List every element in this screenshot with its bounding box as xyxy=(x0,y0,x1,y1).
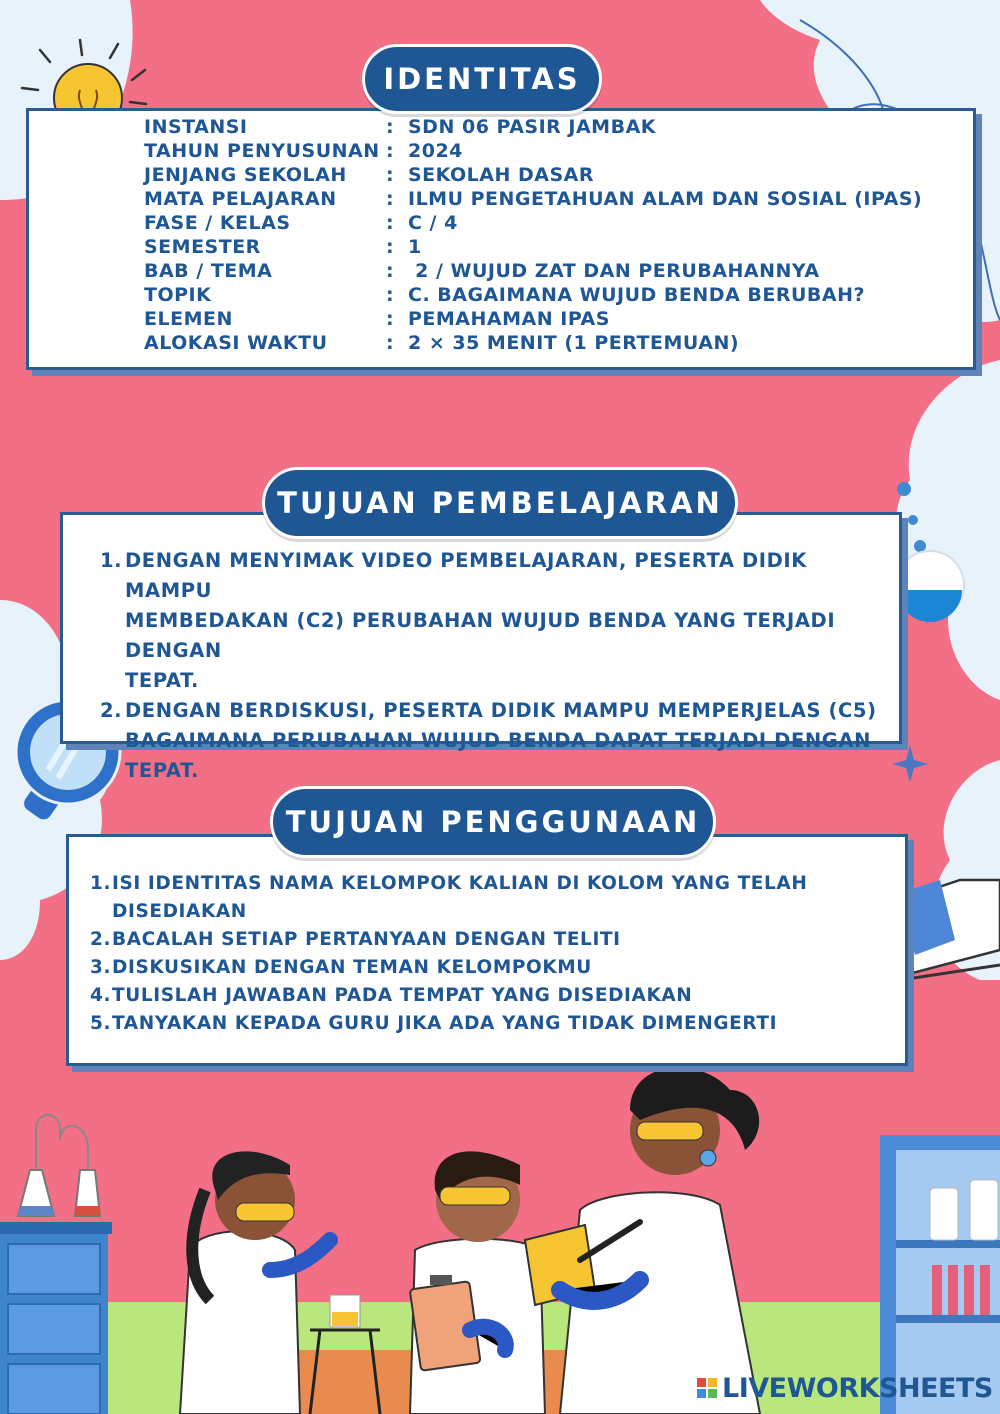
identitas-label: SEMESTER xyxy=(144,236,261,258)
identitas-value: 2024 xyxy=(408,140,463,162)
list-text-line: MEMBEDAKAN (C2) PERUBAHAN WUJUD BENDA YANG TERJADI DENGAN xyxy=(125,609,836,662)
identitas-value: 2 × 35 MENIT (1 PERTEMUAN) xyxy=(408,332,740,354)
liveworksheets-watermark[interactable]: LIVEWORKSHEETS xyxy=(722,1373,993,1404)
list-text-line: TULISLAH JAWABAN PADA TEMPAT YANG DISEDIAKAN xyxy=(112,985,693,1006)
list-text-line: BACALAH SETIAP PERTANYAAN DENGAN TELITI xyxy=(112,929,621,950)
identitas-value: C / 4 xyxy=(408,212,458,234)
list-item xyxy=(100,546,890,696)
list-text-line: TEPAT. xyxy=(125,669,200,692)
identitas-label: MATA PELAJARAN xyxy=(144,188,337,210)
identitas-value: 1 xyxy=(408,236,422,258)
list-number: 2. xyxy=(90,929,112,950)
list-item xyxy=(90,870,890,926)
identitas-value: SEKOLAH DASAR xyxy=(408,164,595,186)
list-text-line: DISKUSIKAN DENGAN TEMAN KELOMPOKMU xyxy=(112,957,592,978)
list-item xyxy=(90,982,890,1010)
identitas-colon: : xyxy=(386,116,395,138)
identitas-colon: : xyxy=(386,140,395,162)
list-number: 3. xyxy=(90,957,112,978)
tujuan-pembelajaran-list xyxy=(100,546,890,786)
identitas-value: C. BAGAIMANA WUJUD BENDA BERUBAH? xyxy=(408,284,866,306)
list-item xyxy=(100,696,890,786)
tujuan-penggunaan-title: TUJUAN PENGGUNAAN xyxy=(270,786,716,858)
identitas-value: 2 / WUJUD ZAT DAN PERUBAHANNYA xyxy=(408,260,820,282)
tujuan-penggunaan-list xyxy=(90,870,890,1038)
identitas-colon: : xyxy=(386,236,395,258)
list-number: 1. xyxy=(100,549,123,572)
lab-cabinet-left xyxy=(0,1115,112,1414)
list-item xyxy=(90,954,890,982)
identitas-value: ILMU PENGETAHUAN ALAM DAN SOSIAL (IPAS) xyxy=(408,188,923,210)
identitas-label: ELEMEN xyxy=(144,308,233,330)
identitas-label: TOPIK xyxy=(144,284,212,306)
list-item xyxy=(90,926,890,954)
list-text-line: TANYAKAN KEPADA GURU JIKA ADA YANG TIDAK DIMENGERTI xyxy=(112,1013,778,1034)
list-text-line: DISEDIAKAN xyxy=(112,901,247,922)
identitas-colon: : xyxy=(386,164,395,186)
identitas-colon: : xyxy=(386,284,395,306)
identitas-title: IDENTITAS xyxy=(362,44,602,114)
identitas-colon: : xyxy=(386,308,395,330)
list-number: 5. xyxy=(90,1013,112,1034)
list-text-line: DENGAN BERDISKUSI, PESERTA DIDIK MAMPU MEMPERJELAS (C5) xyxy=(125,699,877,722)
sparkle-right xyxy=(892,745,928,782)
list-item xyxy=(90,1010,890,1038)
identitas-label: JENJANG SEKOLAH xyxy=(144,164,347,186)
list-number: 1. xyxy=(90,873,112,894)
identitas-label: INSTANSI xyxy=(144,116,248,138)
identitas-table xyxy=(26,116,970,360)
list-number: 2. xyxy=(100,699,123,722)
identitas-label: FASE / KELAS xyxy=(144,212,291,234)
cloud-right xyxy=(896,360,1000,700)
identitas-colon: : xyxy=(386,260,395,282)
identitas-label: ALOKASI WAKTU xyxy=(144,332,328,354)
identitas-value: SDN 06 PASIR JAMBAK xyxy=(408,116,657,138)
identitas-colon: : xyxy=(386,212,395,234)
tujuan-pembelajaran-title: TUJUAN PEMBELAJARAN xyxy=(262,467,738,539)
list-text-line: ISI IDENTITAS NAMA KELOMPOK KALIAN DI KOLOM YANG TELAH xyxy=(112,873,808,894)
scientist-boy-illustration xyxy=(410,1151,545,1414)
identitas-colon: : xyxy=(386,188,395,210)
identitas-value: PEMAHAMAN IPAS xyxy=(408,308,610,330)
identitas-colon: : xyxy=(386,332,395,354)
list-text-line: BAGAIMANA PERUBAHAN WUJUD BENDA DAPAT TERJADI DENGAN xyxy=(125,729,872,752)
liveworksheets-logo-icon xyxy=(697,1378,717,1400)
list-number: 4. xyxy=(90,985,112,1006)
identitas-label: TAHUN PENYUSUNAN xyxy=(144,140,380,162)
list-text-line: TEPAT. xyxy=(125,759,200,782)
list-text-line: DENGAN MENYIMAK VIDEO PEMBELAJARAN, PESERTA DIDIK MAMPU xyxy=(125,549,807,602)
identitas-label: BAB / TEMA xyxy=(144,260,273,282)
